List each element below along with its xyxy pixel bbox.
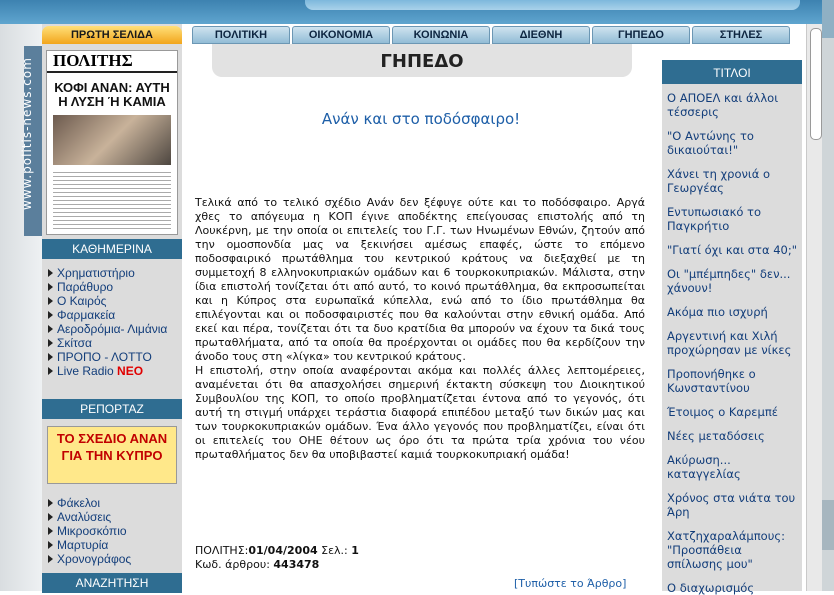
cover-headline: ΚΟΦΙ ΑΝΑΝ: ΑΥΤΗ Η ΛΥΣΗ Ή ΚΑΜΙΑ — [54, 80, 170, 109]
window-edge — [822, 0, 834, 591]
sidebar-item-propo-lotto[interactable]: ΠΡΟΠΟ - ΛΟΤΤΟ — [47, 350, 179, 364]
headline-link[interactable]: "Ο Αντώνης το δικαιούται!" — [667, 129, 754, 157]
article-code: 443478 — [273, 558, 320, 571]
daily-links-list — [47, 266, 179, 378]
cover-text-lines — [53, 169, 171, 229]
headlines-list — [662, 84, 802, 595]
article-date: 01/04/2004 — [248, 544, 318, 557]
headline-link[interactable]: Προπονήθηκε ο Κωνσταντίνου — [667, 367, 756, 395]
headline-link[interactable]: Ο ΑΠΟΕΛ και άλλοι τέσσερις — [667, 91, 779, 119]
site-url-vertical: www.politis-news.com — [20, 57, 34, 210]
cover-photo — [53, 115, 171, 165]
headline-link[interactable]: Ακύρωση... καταγγελίας — [667, 453, 741, 481]
tab-politics[interactable]: ΠΟΛΙΤΙΚΗ — [192, 26, 290, 44]
tab-columns[interactable]: ΣΤΗΛΕΣ — [692, 26, 790, 44]
sidebar-item-stock-market[interactable]: Χρηματιστήριο — [47, 266, 179, 280]
home-page-button[interactable]: ΠΡΩΤΗ ΣΕΛΙΔΑ — [42, 26, 182, 44]
headline-link[interactable]: Οι "μπέμπηδες" δεν... χάνουν! — [667, 267, 791, 295]
cover-masthead: ΠΟΛΙΤΗΣ — [47, 51, 177, 73]
sidebar-item-chronicle[interactable]: Χρονογράφος — [47, 552, 179, 566]
article-paragraph: Η επιστολή, στην οποία αναφέρονται ακόμα και πολλές άλλες λεπτομέρειες, αναμένεται ότι θα απασχολήσει σημερινή έκτακτη σύσκεψη του Διοικητικού Συμβουλίου της ΚΟΠ, το οποίο προβληματίζεται έντονα από το γεγονός, ότι αυτή τη στιγμή υπάρχει τεράστια διαφορά επιπέδου μεταξύ των δικών μας και των τουρκοκυπριακών ομάδων. Ένα άλλο γεγονός που προβληματίζει, είναι ότι οι επιτελείς του ΟΗΕ θέτουν ως όρο ότι τα πρώτα τρία χρόνια του νέου πρωταθλήματος δεν θα υποβιβαστεί καμιά τουρκοκυπριακή ομάδα! — [195, 364, 645, 461]
sidebar-item-testimony[interactable]: Μαρτυρία — [47, 538, 179, 552]
sidebar-item-analyses[interactable]: Αναλύσεις — [47, 510, 179, 524]
sidebar-item-cartoons[interactable]: Σκίτσα — [47, 336, 179, 350]
sidebar-item-weather[interactable]: Ο Καιρός — [47, 294, 179, 308]
report-links-list — [47, 496, 179, 566]
page-title: ΓΗΠΕΔΟ — [212, 44, 632, 77]
sidebar-item-airports-ports[interactable]: Αεροδρόμια- Λιμάνια — [47, 322, 179, 336]
meta-line-code — [195, 558, 359, 572]
scrollbar-thumb[interactable] — [810, 28, 822, 140]
article-paragraph: Τελικά από το τελικό σχέδιο Ανάν δεν ξέφυγε ούτε και το ποδόσφαιρο. Αργά χθες το απόγευμα η ΚΟΠ έγινε αποδέκτης επείγουσας επιστολής από τη Λουκέρνη, με την οποία οι επιτελείς του Γ.Γ. των Ηνωμένων Εθνών, ζητούν από την ομοσπονδία μας να ξεκινήσει αμέσως επαφές, ώστε το επόμενο ποδοσφαιρικό πρωτάθλημα του κεντρικού κράτους να διεξαχθεί με τη συμμετοχή 8 ελληνοκυπριακών ομάδων και 6 τουρκοκυπριακών. Μάλιστα, στην ίδια επιστολή τονίζεται ότι από αυτό, το κοινό πρωτάθλημα, θα εκπροσωπείται και η Κύπρος στα ευρωπαϊκά κύπελλα, ενώ από το ίδιο πρωτάθλημα θα επιλέγονται και οι ποδοσφαιριστές που θα καλούνται στην εθνική ομάδα. Από εκεί και πέρα, τονίζεται ότι τα δυο κρατίδια θα μπορούν να έχουν τα δικά τους πρωταθλήματα, από τα οποία θα προέρχονται οι ομάδες που θα κερδίζουν την άνοδο τους στη «λίγκα» του κεντρικού κράτους. — [195, 196, 645, 363]
article-body — [195, 196, 645, 462]
sidebar-item-pharmacies[interactable]: Φαρμακεία — [47, 308, 179, 322]
article-title: Ανάν και στο ποδόσφαιρο! — [321, 110, 521, 128]
vertical-scrollbar[interactable] — [806, 24, 823, 591]
sidebar-item-folders[interactable]: Φάκελοι — [47, 496, 179, 510]
tab-society[interactable]: ΚΟΙΝΩΝΙΑ — [392, 26, 490, 44]
headline-link[interactable]: Έτοιμος ο Καρεμπέ — [667, 405, 778, 419]
newspaper-cover[interactable] — [46, 50, 178, 235]
headline-link[interactable]: "Γιατί όχι και στα 40;" — [667, 243, 798, 257]
headline-link[interactable]: Αργεντινή και Χιλή προχώρησαν με νίκες — [667, 329, 792, 357]
headline-link[interactable]: Χατζηχαραλάμπους: "Προσπάθεια σπίλωσης μου" — [667, 529, 785, 571]
search-section-heading: ΑΝΑΖΗΤΗΣΗ — [42, 573, 182, 593]
report-section-heading: ΡΕΠΟΡΤΑΖ — [42, 399, 182, 419]
top-header-bar — [0, 0, 834, 24]
headline-link[interactable]: Χάνει τη χρονιά ο Γεωργέας — [667, 167, 771, 195]
tab-economy[interactable]: ΟΙΚΟΝΟΜΙΑ — [292, 26, 390, 44]
headlines-panel — [662, 60, 802, 595]
source-label: ΠΟΛΙΤΗΣ: — [195, 544, 249, 557]
article-meta — [195, 544, 359, 572]
headline-link[interactable]: Χρόνος στα νιάτα του Άρη — [667, 491, 796, 519]
headlines-heading: ΤΙΤΛΟΙ — [662, 60, 802, 84]
new-badge: NEO — [117, 364, 144, 378]
edge-segment — [822, 500, 834, 550]
sidebar-item-window[interactable]: Παράθυρο — [47, 280, 179, 294]
main-nav — [192, 26, 792, 44]
header-highlight — [305, 0, 800, 10]
headline-link[interactable]: Ακόμα πιο ισχυρή — [667, 305, 768, 319]
live-radio-label: Live Radio — [57, 364, 114, 378]
edge-segment — [822, 0, 834, 38]
page-label: Σελ.: — [321, 544, 348, 557]
tab-international[interactable]: ΔΙΕΘΝΗ — [492, 26, 590, 44]
sidebar-item-live-radio[interactable] — [47, 364, 179, 378]
annan-plan-banner[interactable]: ΤΟ ΣΧΕΔΙΟ ΑΝΑΝ ΓΙΑ ΤΗΝ ΚΥΠΡΟ — [47, 426, 177, 484]
code-label: Κωδ. άρθρου: — [195, 558, 270, 571]
headline-link[interactable]: Εντυπωσιακό το Παγκρήτιο — [667, 205, 762, 233]
page-number: 1 — [351, 544, 359, 557]
meta-line-source — [195, 544, 359, 558]
headline-link[interactable]: Ο διαχωρισμός — [667, 581, 755, 595]
daily-section-heading: ΚΑΘΗΜΕΡΙΝΑ — [42, 239, 182, 259]
headline-link[interactable]: Νέες μεταδόσεις — [667, 429, 765, 443]
print-article-link[interactable]: [Τυπώστε το Άρθρο] — [514, 577, 627, 590]
sidebar-item-microscope[interactable]: Μικροσκόπιο — [47, 524, 179, 538]
tab-sports[interactable]: ΓΗΠΕΔΟ — [592, 26, 690, 44]
